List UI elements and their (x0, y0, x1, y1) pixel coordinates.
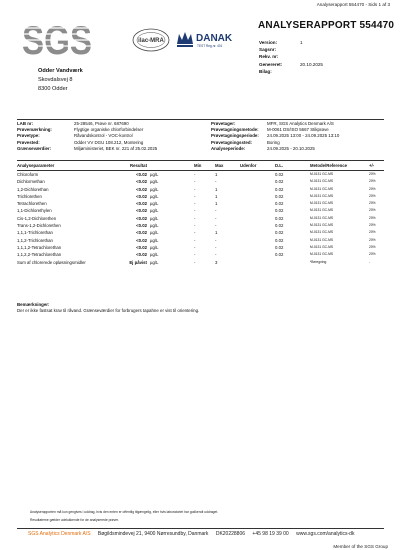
cell-max: - (215, 215, 217, 221)
cell-result: <0.02 (136, 208, 147, 214)
recipient-address (38, 67, 83, 94)
cell-min: - (194, 201, 196, 207)
remarks (17, 302, 199, 314)
meta-sagsnr: Sagsnr: (259, 47, 277, 53)
page-header: Analyserapport 554470 - Sids 1 af 3 (316, 2, 390, 7)
cell-pm: - (369, 259, 371, 264)
cell-param: 1,1,2-Trichlorethan (17, 237, 53, 243)
cell-max: 1 (215, 186, 218, 192)
footer (28, 531, 354, 537)
table-row (17, 171, 384, 178)
cell-pm: 20% (369, 193, 376, 198)
cell-pm: 20% (369, 208, 376, 213)
cell-min: - (194, 179, 196, 185)
cell-method: M-0131 GC-MS (310, 201, 334, 206)
cell-min: - (194, 215, 196, 221)
cell-min: - (194, 244, 196, 250)
cell-method: M-0131 GC-MS (310, 252, 334, 257)
table-row (17, 207, 384, 214)
cell-result: <0.02 (136, 186, 147, 192)
cell-method: M-0131 GC-MS (310, 172, 334, 176)
cell-result: <0.02 (136, 230, 147, 236)
footer-brand: SGS Analytics Denmark A/S (28, 531, 91, 537)
cell-param: 1,1,1,2-Tetrachlorethan (17, 244, 62, 250)
cell-unit: µg/L (150, 201, 159, 207)
cell-param: Trichlorethen (17, 193, 42, 199)
cell-dl: 0.02 (275, 223, 284, 229)
cell-min: - (194, 237, 196, 243)
cell-max: 3 (215, 259, 218, 265)
address-line1: Skovdalsvej 8 (38, 77, 73, 83)
cell-param: Trans-1,2-Dichlorethen (17, 223, 61, 229)
cell-unit: µg/L (150, 186, 159, 192)
recipient-name: Odder Vandværk (38, 68, 83, 74)
cell-unit: µg/L (150, 237, 159, 243)
cell-unit: µg/L (150, 172, 159, 177)
cell-dl: 0.02 (275, 215, 284, 221)
cell-dl: 0.02 (275, 237, 284, 243)
cell-method: *Beregning (310, 259, 327, 264)
cell-dl: 0.02 (275, 186, 284, 192)
report-title: ANALYSERAPPORT 554470 (258, 20, 395, 31)
table-row (17, 200, 384, 207)
cell-min: - (194, 186, 196, 192)
report-meta (259, 39, 323, 75)
crown-icon (177, 32, 193, 47)
member-text: Member of the SGS Group (333, 544, 388, 549)
danak-sub: TEST Reg.nr. 401 (197, 44, 223, 48)
cell-unit: µg/L (150, 179, 159, 185)
cell-param: 1,1,1-Trichlorethan (17, 230, 53, 236)
cell-method: M-0131 GC-MS (310, 244, 334, 249)
table-row (17, 237, 384, 244)
cell-method: M-0131 GC-MS (310, 237, 334, 242)
cell-param: 1,1-Dichlorethylen (17, 208, 52, 214)
meta-genereret: Genereret: 20.10.2025 (259, 61, 323, 67)
cell-result: <0.02 (136, 193, 147, 199)
cell-min: - (194, 193, 196, 199)
cell-unit: µg/L (150, 193, 159, 199)
cell-result: Ej påvist (129, 259, 147, 265)
cell-max: - (215, 237, 217, 243)
footer-address: Bøgildsmindevej 21, 9400 Nørresundby, Danmark (97, 531, 209, 537)
table-row (17, 229, 384, 236)
cell-pm: 20% (369, 230, 376, 235)
cell-method: M-0131 GC-MS (310, 208, 334, 213)
cell-max: - (215, 179, 217, 185)
table-header: Analyseparameter Resultat Min Max Udenfor D.L. Metode/Reference +/- (17, 163, 375, 168)
cell-pm: 20% (369, 237, 376, 242)
cell-min: - (194, 252, 196, 258)
footer-web: www.sgs.com/analytics-dk (296, 531, 355, 537)
cell-pm: 20% (369, 201, 376, 206)
cell-min: - (194, 230, 196, 236)
ilac-mra-logo (132, 28, 170, 52)
cell-dl: 0.02 (275, 208, 284, 214)
table-row (17, 222, 384, 229)
cell-dl: 0.02 (275, 244, 284, 250)
cell-max: 1 (215, 201, 218, 207)
cell-pm: 20% (369, 179, 376, 184)
cell-unit: µg/L (150, 208, 159, 214)
cell-result: <0.02 (136, 179, 147, 185)
cell-param: Cis-1,2-Dichlorethen (17, 215, 57, 221)
cell-result: <0.02 (136, 223, 147, 229)
cell-pm: 20% (369, 215, 376, 220)
cell-param: Dichlormethan (17, 179, 45, 185)
cell-dl: 0.02 (275, 172, 284, 177)
cell-dl: 0.02 (275, 201, 284, 207)
cell-method: M-0131 GC-MS (310, 230, 334, 235)
address-line2: 8300 Odder (38, 86, 68, 92)
cell-unit: µg/L (150, 223, 159, 229)
sgs-logo (22, 18, 92, 62)
cell-max: 1 (215, 230, 218, 236)
info-top-rule (17, 119, 384, 120)
cell-pm: 20% (369, 244, 376, 249)
cell-pm: 20% (369, 172, 376, 176)
cell-max: - (215, 244, 217, 250)
cell-result: <0.02 (136, 201, 147, 207)
sgs-logo-text: SGS (22, 19, 92, 63)
cell-param: Chloroform (17, 172, 39, 177)
cell-result: <0.02 (136, 215, 147, 221)
cell-method: M-0131 GC-MS (310, 193, 334, 198)
footer-phone: +45 98 19 39 00 (252, 531, 289, 537)
cell-unit: µg/L (150, 252, 159, 258)
footnote-1: Analyserapporten må kun gengives i uddrag, hvis den enten er offentlig tilgængelig, eller hvis laboratoriet har godkendt uddraget. (30, 510, 219, 514)
danak-text: DANAK (196, 33, 233, 44)
cell-max: - (215, 223, 217, 229)
table-body (17, 171, 384, 266)
meta-version: Version: 1 (259, 40, 303, 45)
info-left: LAB nr: 25-28546, Prøve nr. 687690 Prøvemærkning: Flygtige organiske chlorforbindelser Prøvetype: Råvandskontrol - VOC-kontrol Prøvested: Odder VV DGU 108.212, Montering Grænseværdier: Miljøministeriet, BEK nr. 221 af 25.02.2025 (17, 121, 158, 151)
table-row (17, 186, 384, 193)
table-row (17, 193, 384, 200)
cell-max: - (215, 208, 217, 214)
meta-rekv: Rekv. nr: (259, 54, 279, 60)
results-table (17, 160, 384, 266)
cell-param: 1,2-Dichlorethan (17, 186, 49, 192)
cell-method: M-0131 GC-MS (310, 223, 334, 228)
table-row (17, 215, 384, 222)
cell-param: 1,1,2,2-Tetrachlorethan (17, 252, 62, 258)
cell-min: - (194, 259, 196, 265)
cell-result: <0.02 (136, 172, 147, 177)
footer-rule (17, 528, 384, 529)
footnotes (30, 508, 218, 524)
cell-unit: µg/L (150, 230, 159, 236)
cell-param: Tetrachlorethen (17, 201, 47, 207)
cell-method: M-0131 GC-MS (310, 215, 334, 220)
cell-max: - (215, 252, 217, 258)
cell-min: - (194, 223, 196, 229)
cell-pm: 20% (369, 252, 376, 257)
cell-unit: µg/L (150, 259, 159, 265)
table-row (17, 259, 384, 266)
danak-logo (175, 28, 235, 52)
cell-pm: 20% (369, 223, 376, 228)
cell-max: 1 (215, 193, 218, 199)
cell-result: <0.02 (136, 252, 147, 258)
footnote-2: Resultaterne gælder udelukkende for de analyserede prøver. (30, 518, 119, 522)
cell-unit: µg/L (150, 215, 159, 221)
cell-min: - (194, 172, 196, 177)
cell-result: <0.02 (136, 244, 147, 250)
ilac-logo-text: ilac-MRA (138, 38, 164, 44)
table-row (17, 251, 384, 258)
cell-dl: 0.02 (275, 252, 284, 258)
cell-result: <0.02 (136, 237, 147, 243)
cell-dl: 0.02 (275, 179, 284, 185)
cell-min: - (194, 208, 196, 214)
cell-pm: 20% (369, 186, 376, 191)
cell-dl: 0.02 (275, 230, 284, 236)
cell-param: Sum af chlorerede opløsningsmidler (17, 259, 86, 265)
cell-dl: 0.02 (275, 193, 284, 199)
table-row (17, 178, 384, 185)
info-right: Prøvetager: MFR, SGS Analytics Denmark A/S Prøvetagningsmetode: M-0061 DS/ISO 5667 Stikprøve Prøvetagningsperiode: 24.09.2025 13:00 - 24.09.2025 13:10 Prøvetagningssted: Boring Analyseperiode: 24.09.2025 - 20.10.2025 (211, 121, 340, 151)
cell-method: M-0131 GC-MS (310, 186, 334, 191)
footer-cvr: DK20228806 (215, 531, 246, 537)
remarks-text: Der er ikke fastsat krav til råvand. Grænseværdier for forbrugers tapahne er vist til orientering. (17, 308, 200, 313)
cell-max: 1 (215, 172, 218, 177)
table-row (17, 244, 384, 251)
cell-unit: µg/L (150, 244, 159, 250)
meta-bilag: Bilag: (259, 68, 272, 74)
cell-method: M-0131 GC-MS (310, 179, 334, 184)
remarks-title: Bemærkninger: (17, 302, 50, 307)
